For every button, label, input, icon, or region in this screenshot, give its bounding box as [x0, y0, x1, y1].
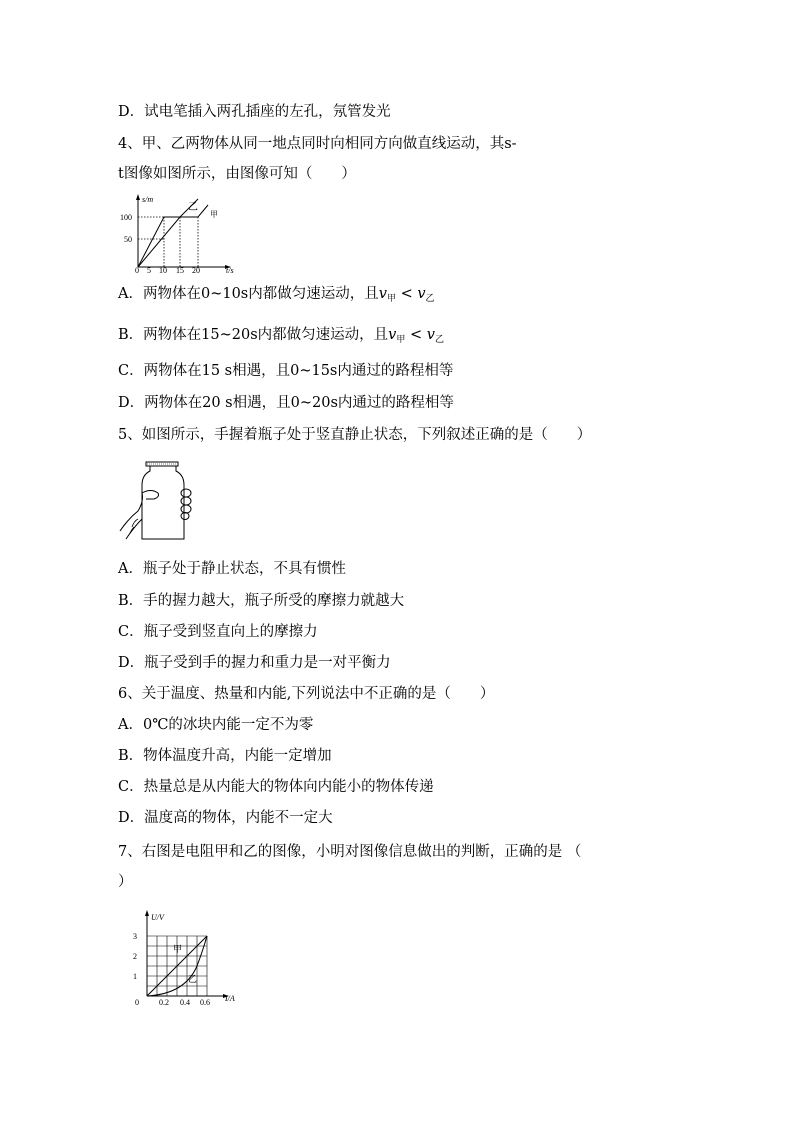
q4-b-v1: v — [388, 327, 397, 343]
q4-stem-line1: 4、甲、乙两物体从同一地点同时向相同方向做直线运动，其s- — [118, 136, 517, 152]
q7-x-axis-label: I/A — [225, 994, 235, 1003]
hand-bottle-illustration — [118, 457, 198, 547]
q4-a-lt: < — [395, 286, 418, 302]
q4-x-tick-20: 20 — [192, 266, 200, 273]
q4-line-jia — [138, 205, 208, 267]
q4-option-c: C．两物体在15 s相遇，且0~15s内通过的路程相等 — [118, 363, 454, 379]
q7-stem-line2: ） — [118, 874, 133, 890]
q5-option-b: B．手的握力越大，瓶子所受的摩擦力就越大 — [118, 593, 405, 609]
q4-stem-line2: t图像如图所示，由图像可知（ ） — [118, 166, 356, 182]
q4-option-b — [118, 325, 444, 350]
q7-label-yi: 乙 — [188, 974, 198, 984]
q7-y-tick-3: 3 — [133, 932, 137, 941]
q4-a-sub-yi: 乙 — [425, 294, 435, 304]
q4-label-jia: 甲 — [210, 210, 218, 219]
q4-b-sub-yi: 乙 — [434, 335, 444, 345]
q4-option-a-text: A．两物体在0~10s内都做匀速运动，且 — [118, 286, 379, 302]
q4-option-b-text: B．两物体在15~20s内都做匀速运动，且 — [118, 327, 389, 343]
q4-b-sub-jia: 甲 — [396, 335, 406, 345]
q7-y-tick-2: 2 — [133, 952, 137, 961]
q7-ui-graph — [125, 910, 255, 1010]
q4-st-graph — [116, 193, 246, 273]
q4-y-tick-100: 100 — [120, 213, 132, 222]
q5-stem: 5、如图所示，手握着瓶子处于竖直静止状态，下列叙述正确的是（ ） — [118, 427, 592, 443]
q7-label-jia: 甲 — [173, 944, 183, 954]
q5-option-c: C．瓶子受到竖直向上的摩擦力 — [118, 624, 318, 640]
q4-x-tick-0: 0 — [135, 266, 139, 273]
q5-option-d: D．瓶子受到手的握力和重力是一对平衡力 — [118, 655, 391, 671]
q6-stem: 6、关于温度、热量和内能,下列说法中不正确的是（ ） — [118, 686, 495, 702]
q6-option-a: A．0℃的冰块内能一定不为零 — [118, 717, 314, 733]
q6-option-d: D．温度高的物体，内能不一定大 — [118, 810, 333, 826]
q7-stem-line1: 7、右图是电阻甲和乙的图像，小明对图像信息做出的判断，正确的是 （ — [118, 844, 582, 860]
q4-b-lt: < — [405, 327, 427, 343]
q7-x-tick-0: 0 — [135, 998, 139, 1007]
q4-option-d: D．两物体在20 s相遇，且0~20s内通过的路程相等 — [118, 395, 454, 411]
q5-option-a: A．瓶子处于静止状态，不具有惯性 — [118, 561, 346, 577]
q4-option-a — [118, 284, 435, 309]
q7-y-axis-label: U/V — [151, 913, 164, 922]
q4-x-tick-5: 5 — [147, 266, 151, 273]
q4-x-axis-label: t/s — [226, 266, 234, 273]
q4-a-v2: v — [417, 286, 426, 302]
q4-b-v2: v — [426, 327, 435, 343]
q4-a-sub-jia: 甲 — [386, 294, 396, 304]
q7-y-tick-1: 1 — [133, 972, 137, 981]
q7-x-tick-0.2: 0.2 — [159, 998, 169, 1007]
q3-option-d: D．试电笔插入两孔插座的左孔，氖管发光 — [118, 104, 391, 120]
q4-x-tick-10: 10 — [159, 266, 167, 273]
q7-x-tick-0.6: 0.6 — [200, 998, 210, 1007]
q4-x-tick-15: 15 — [176, 266, 184, 273]
q4-label-yi: 乙 — [188, 202, 198, 213]
q7-x-tick-0.4: 0.4 — [180, 998, 190, 1007]
q6-option-b: B．物体温度升高，内能一定增加 — [118, 748, 332, 764]
q4-y-tick-50: 50 — [124, 235, 132, 244]
q6-option-c: C．热量总是从内能大的物体向内能小的物体传递 — [118, 779, 434, 795]
q4-a-v1: v — [378, 286, 387, 302]
q4-y-axis-label: s/m — [142, 195, 154, 204]
